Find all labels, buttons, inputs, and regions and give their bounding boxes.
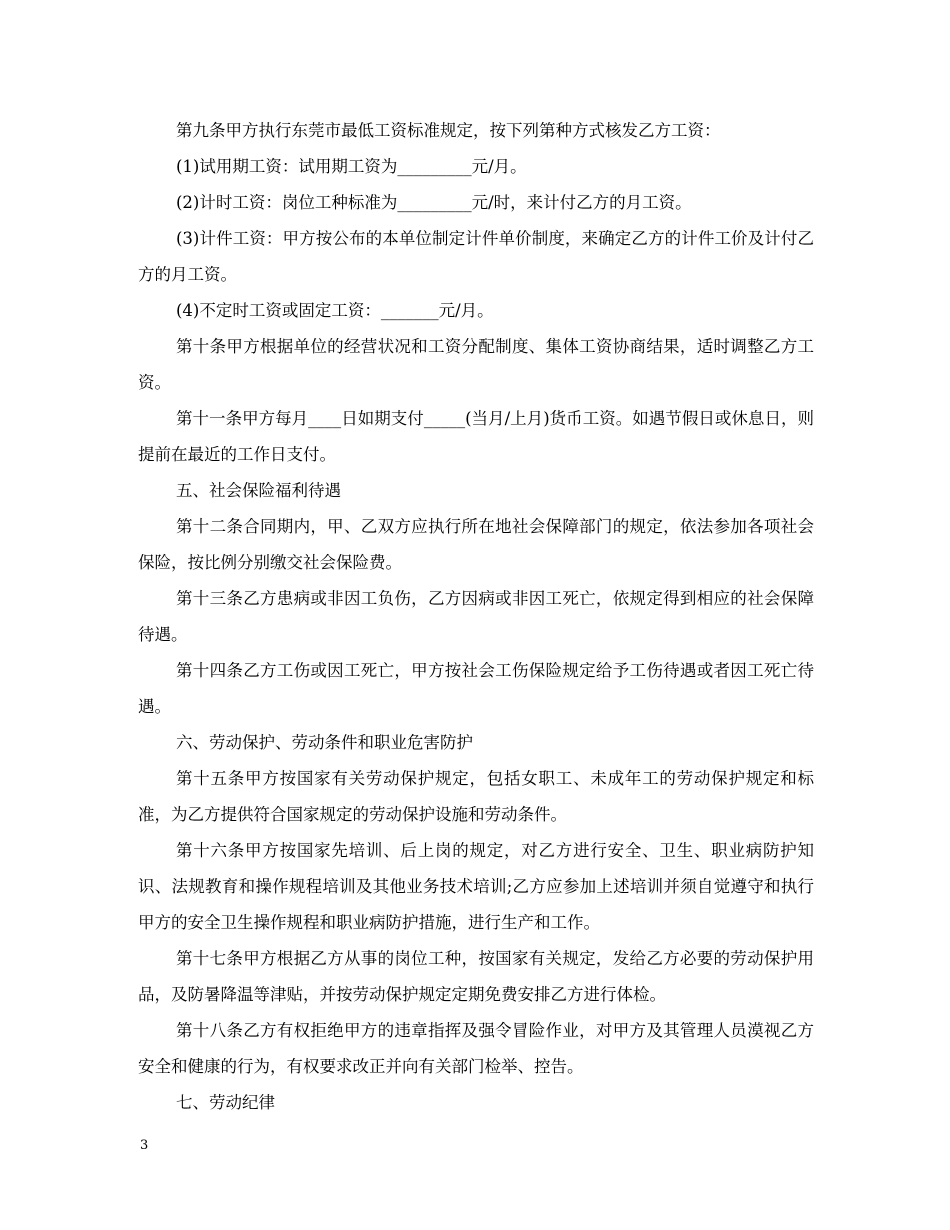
paragraph-article-16: 第十六条甲方按国家先培训、后上岗的规定，对乙方进行安全、卫生、职业病防护知识、法规教育和操作规程培训及其他业务技术培训;乙方应参加上述培训并须自觉遵守和执行甲方的安全卫生操作规程和职业病防护措施，进行生产和工作。	[138, 841, 814, 932]
paragraph-article-13: 第十三条乙方患病或非因工负伤，乙方因病或非因工死亡，依规定得到相应的社会保障待遇。	[138, 589, 814, 644]
paragraph-trial-wage: (1)试用期工资：试用期工资为_________元/月。	[176, 157, 527, 176]
paragraph-article-9: 第九条甲方执行东莞市最低工资标准规定，按下列第种方式核发乙方工资：	[176, 121, 721, 140]
paragraph-hourly-wage: (2)计时工资：岗位工种标准为_________元/时，来计付乙方的月工资。	[176, 193, 692, 212]
paragraph-article-17: 第十七条甲方根据乙方从事的岗位工种，按国家有关规定，发给乙方必要的劳动保护用品，及防暑降温等津贴，并按劳动保护规定定期免费安排乙方进行体检。	[138, 949, 814, 1004]
paragraph-article-14: 第十四条乙方工伤或因工死亡，甲方按社会工伤保险规定给予工伤待遇或者因工死亡待遇。	[138, 661, 814, 716]
section-heading-labor-protection: 六、劳动保护、劳动条件和职业危害防护	[176, 733, 473, 752]
paragraph-article-18: 第十八条乙方有权拒绝甲方的违章指挥及强令冒险作业，对甲方及其管理人员漠视乙方安全和健康的行为，有权要求改正并向有关部门检举、控告。	[138, 1021, 814, 1076]
document-body	[138, 113, 814, 1121]
paragraph-article-11: 第十一条甲方每月____日如期支付_____(当月/上月)货币工资。如遇节假日或休息日，则提前在最近的工作日支付。	[138, 409, 814, 464]
paragraph-piece-wage: (3)计件工资：甲方按公布的本单位制定计件单价制度，来确定乙方的计件工价及计付乙方的月工资。	[138, 229, 814, 284]
paragraph-article-12: 第十二条合同期内，甲、乙双方应执行所在地社会保障部门的规定，依法参加各项社会保险，按比例分别缴交社会保险费。	[138, 517, 814, 572]
paragraph-article-10: 第十条甲方根据单位的经营状况和工资分配制度、集体工资协商结果，适时调整乙方工资。	[138, 337, 814, 392]
paragraph-article-15: 第十五条甲方按国家有关劳动保护规定，包括女职工、未成年工的劳动保护规定和标准，为乙方提供符合国家规定的劳动保护设施和劳动条件。	[138, 769, 814, 824]
paragraph-fixed-wage: (4)不定时工资或固定工资：_______元/月。	[176, 301, 494, 320]
section-heading-social-insurance: 五、社会保险福利待遇	[176, 481, 341, 500]
section-heading-labor-discipline: 七、劳动纪律	[176, 1093, 275, 1112]
page-number: 3	[140, 1138, 149, 1153]
